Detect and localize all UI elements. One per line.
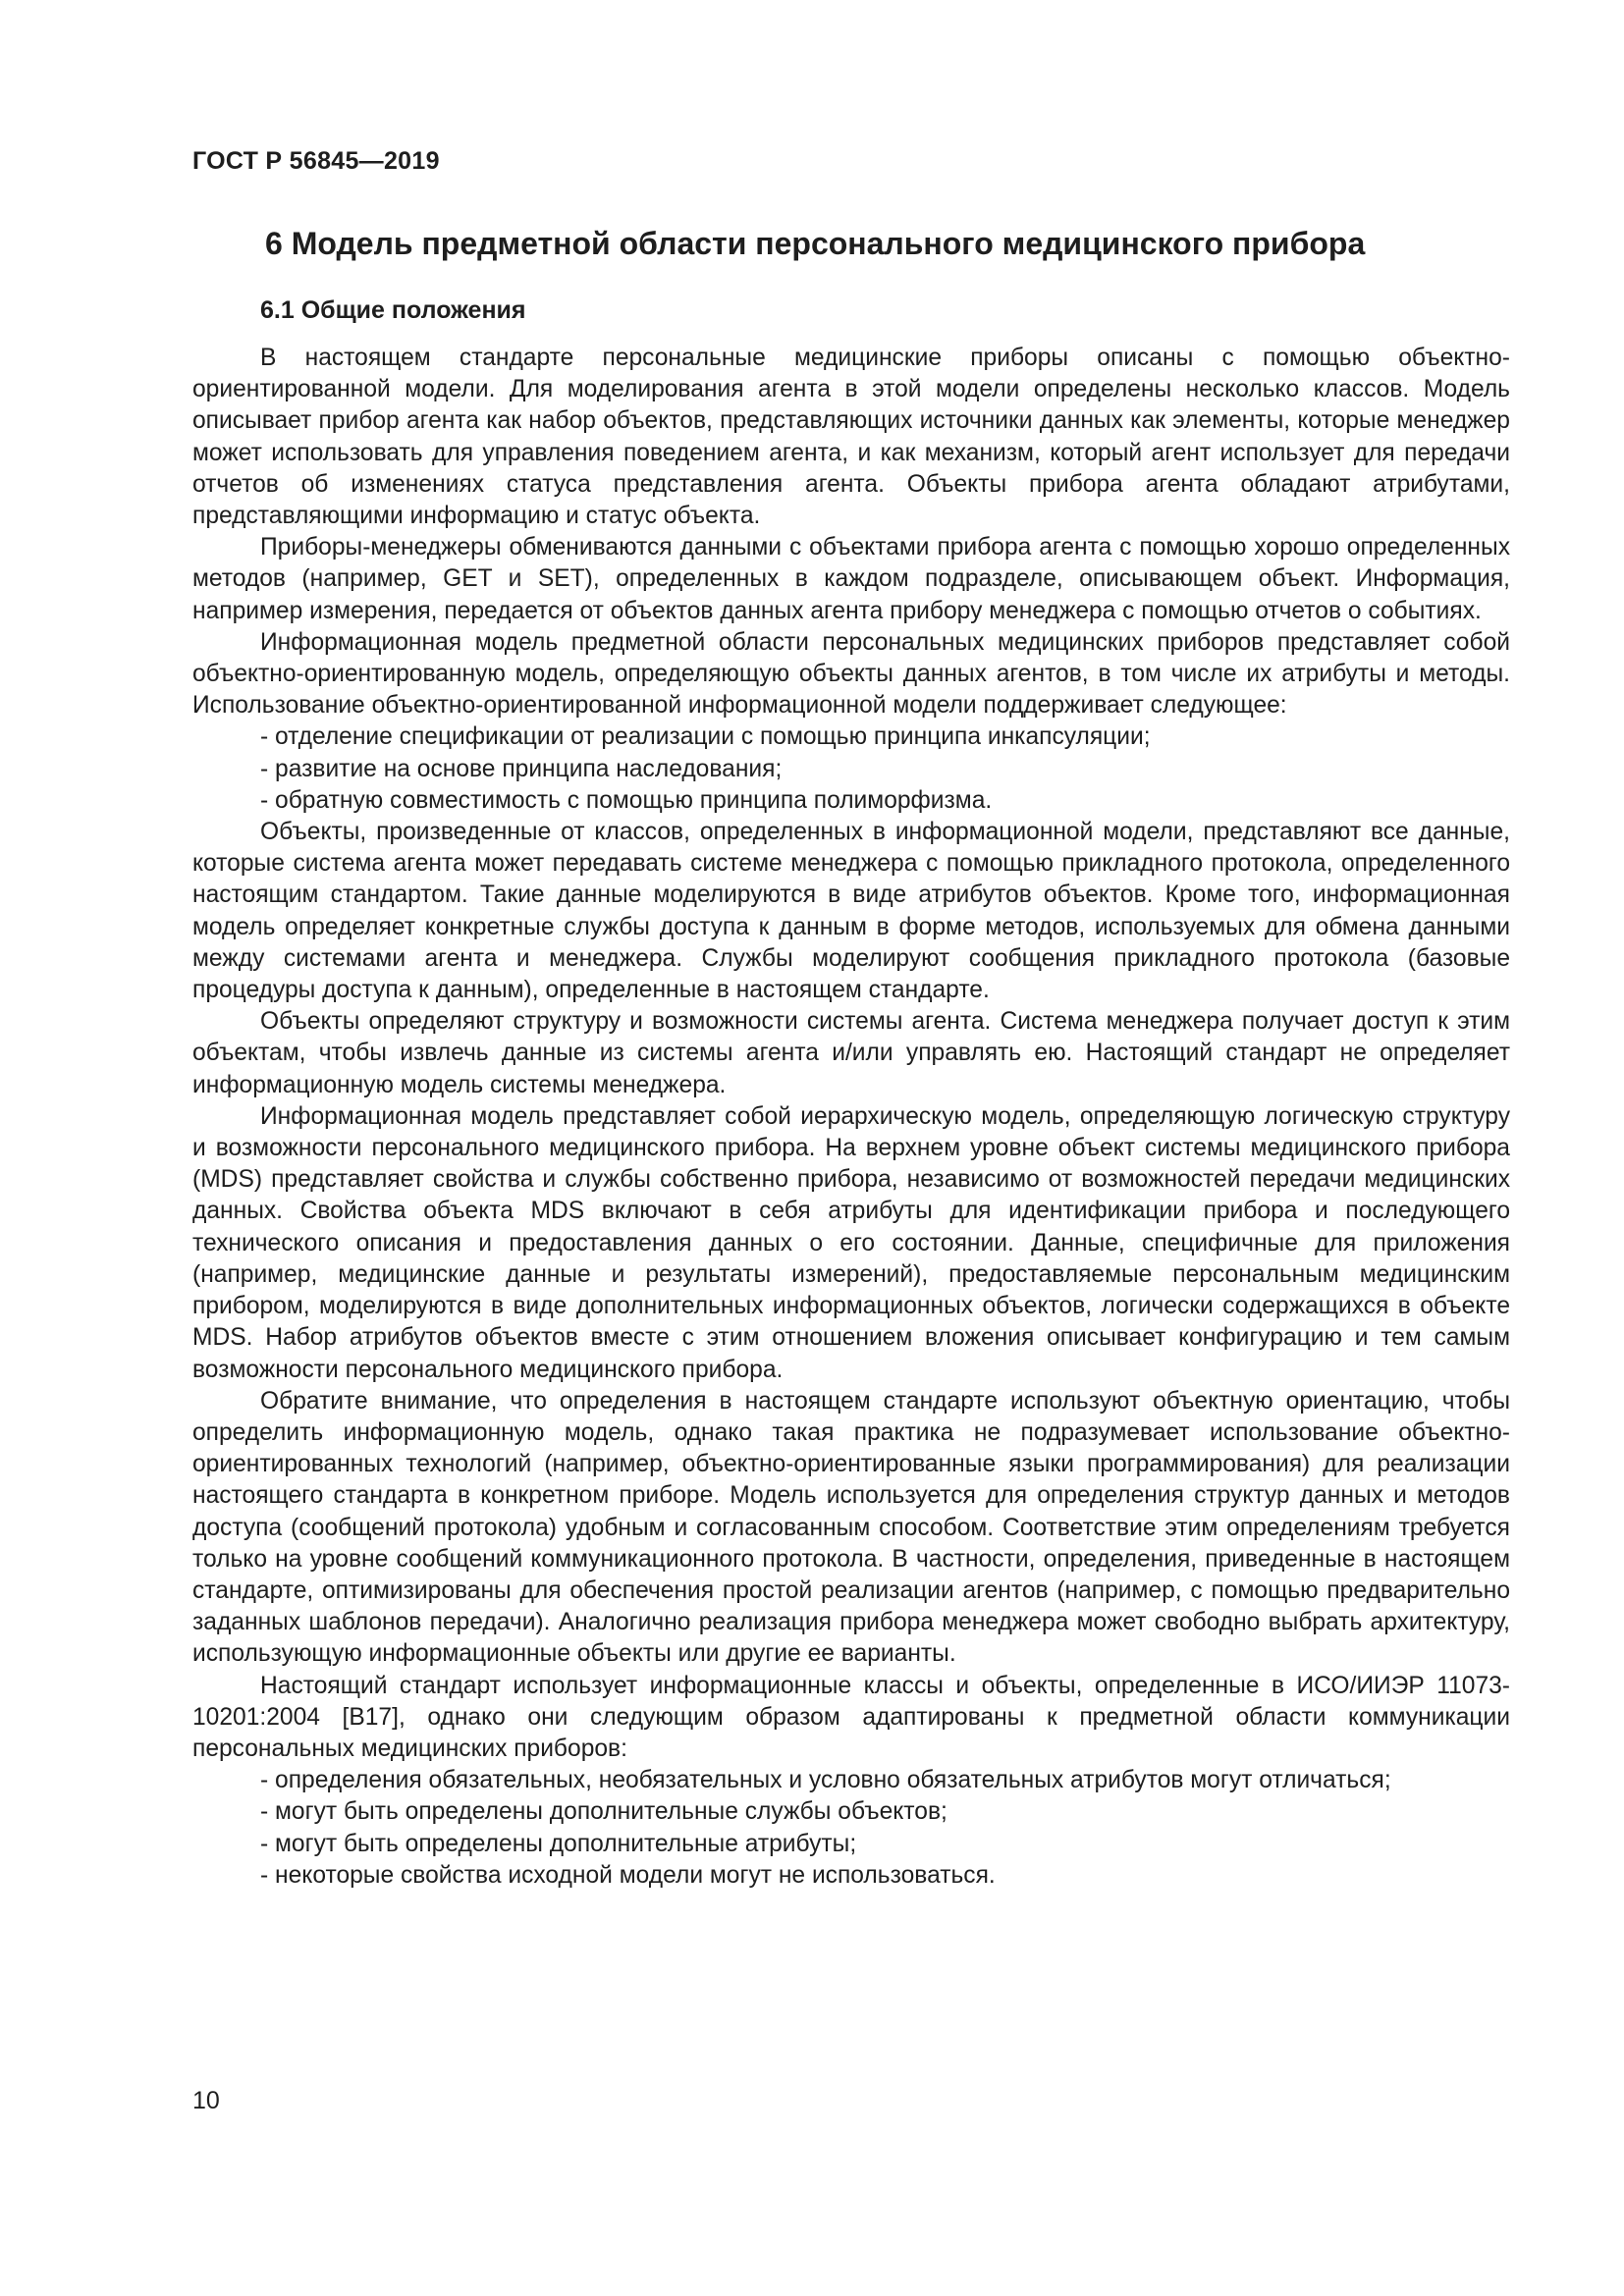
page-number: 10 (192, 2087, 220, 2114)
paragraph: Информационная модель представляет собой иерархическую модель, определяющую логическую структуру и возможности персонального медицинского прибора. На верхнем уровне объект системы медицинского прибора (MDS) представляет свойства и службы собственно прибора, независимо от возможностей передачи медицинских данных. Свойства объекта MDS включают в себя атрибуты для идентификации прибора и последующего технического описания и предоставления данных о его состоянии. Данные, специфичные для приложения (например, медицинские данные и результаты измерений), предоставляемые персональным медицинским прибором, моделируются в виде дополнительных информационных объектов, логически содержащихся в объекте MDS. Набор атрибутов объектов вместе с этим отношением вложения описывает конфигурацию и тем самым возможности персонального медицинского прибора. (192, 1102, 1510, 1383)
list-item: - отделение спецификации от реализации с помощью принципа инкапсуляции; (260, 723, 1151, 751)
paragraph: Объекты, произведенные от классов, определенных в информационной модели, представляют все данные, которые система агента может передавать системе менеджера с помощью прикладного протокола, определенного настоящим стандартом. Такие данные моделируются в виде атрибутов объектов. Кроме того, информационная модель определяет конкретные службы доступа к данным в форме методов, используемых для обмена данными между системами агента и менеджера. Службы моделируют сообщения прикладного протокола (базовые процедуры доступа к данным), определенные в настоящем стандарте. (192, 819, 1510, 1004)
list-item: - обратную совместимость с помощью принципа полиморфизма. (260, 786, 993, 814)
list-item: - определения обязательных, необязательных и условно обязательных атрибутов могут отличаться; (260, 1767, 1391, 1794)
paragraph: Настоящий стандарт использует информационные классы и объекты, определенные в ИСО/ИИЭР 11073-10201:2004 [B17], однако они следующим образом адаптированы к предметной области коммуникации персональных медицинских приборов: (192, 1672, 1510, 1762)
document-header: ГОСТ Р 56845—2019 (192, 147, 440, 175)
list-item: - развитие на основе принципа наследования; (260, 755, 783, 782)
paragraph: Информационная модель предметной области персональных медицинских приборов представляет собой объектно-ориентированную модель, определяющую объекты данных агентов, в том числе их атрибуты и методы. Использование объектно-ориентированной информационной модели поддерживает следующее: (192, 628, 1510, 720)
paragraph: Обратите внимание, что определения в настоящем стандарте используют объектную ориентацию, чтобы определить информационную модель, однако такая практика не подразумевает использование объектно-ориентированных технологий (например, объектно-ориентированные языки программирования) для реализации настоящего стандарта в конкретном приборе. Модель используется для определения структур данных и методов доступа (сообщений протокола) удобным и согласованным способом. Соответствие этим определениям требуется только на уровне сообщений коммуникационного протокола. В частности, определения, приведенные в настоящем стандарте, оптимизированы для обеспечения простой реализации агентов (например, с помощью предварительно заданных шаблонов передачи). Аналогично реализация прибора менеджера может свободно выбрать архитектуру, использующую информационные объекты или другие ее варианты. (192, 1387, 1510, 1668)
list-item: - некоторые свойства исходной модели могут не использоваться. (260, 1861, 996, 1889)
list-item: - могут быть определены дополнительные атрибуты; (260, 1830, 857, 1857)
paragraph: Приборы-менеджеры обмениваются данными с объектами прибора агента с помощью хорошо определенных методов (например, GET и SET), определенных в каждом подразделе, описывающем объект. Информация, например измерения, передается от объектов данных агента прибору менеджера с помощью отчетов о событиях. (192, 534, 1510, 624)
list-item: - могут быть определены дополнительные службы объектов; (260, 1798, 947, 1826)
section-title: 6.1 Общие положения (260, 296, 526, 324)
chapter-title: 6 Модель предметной области персонального медицинского прибора (265, 226, 1366, 261)
body-text (192, 343, 1510, 1892)
paragraph: Объекты определяют структуру и возможности системы агента. Система менеджера получает доступ к этим объектам, чтобы извлечь данные из системы агента и/или управлять ею. Настоящий стандарт не определяет информационную модель системы менеджера. (192, 1008, 1510, 1098)
paragraph: В настоящем стандарте персональные медицинские приборы описаны с помощью объектно-ориентированной модели. Для моделирования агента в этой модели определены несколько классов. Модель описывает прибор агента как набор объектов, представляющих источники данных как элементы, которые менеджер может использовать для управления поведением агента, и как механизм, который агент использует для передачи отчетов об изменениях статуса представления агента. Объекты прибора агента обладают атрибутами, представляющими информацию и статус объекта. (192, 345, 1510, 530)
